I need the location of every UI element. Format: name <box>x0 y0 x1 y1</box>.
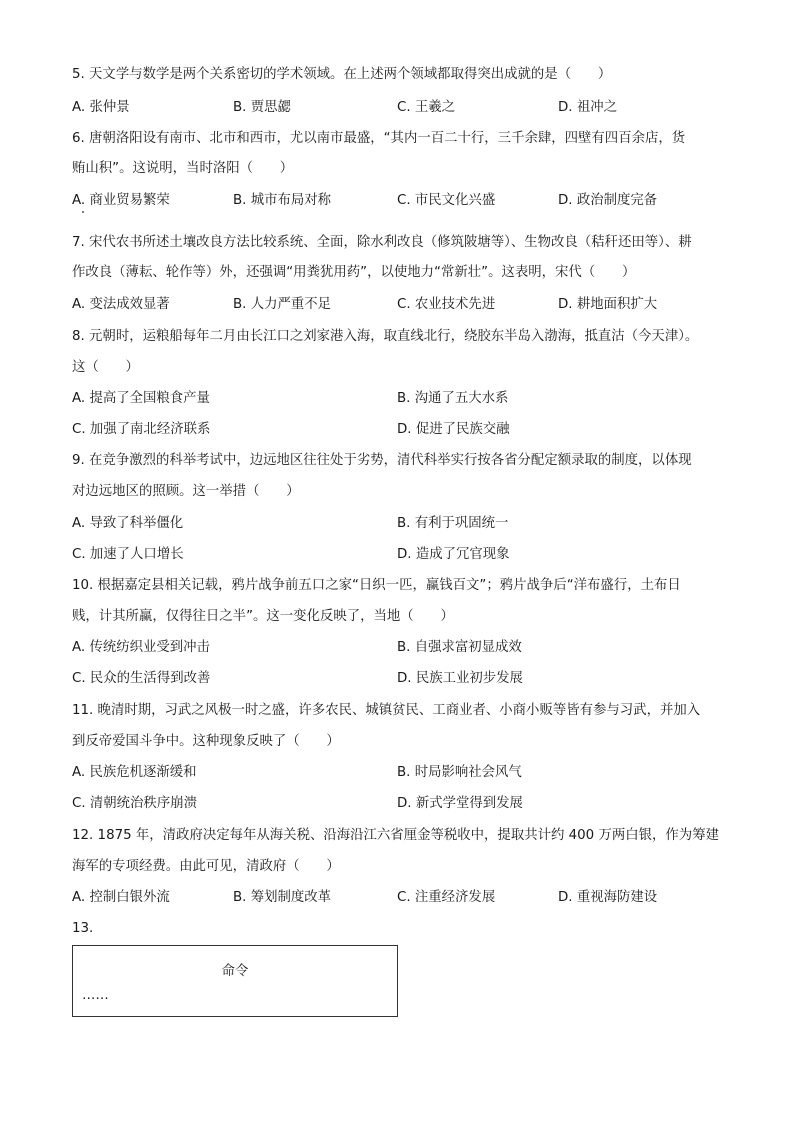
box-body-ellipsis: …… <box>82 988 109 1003</box>
q5-option-c: C. 王羲之 <box>397 100 456 115</box>
q7-option-b: B. 人力严重不足 <box>233 297 332 312</box>
q12-option-a: A. 控制白银外流 <box>72 890 170 905</box>
q11-option-b: B. 时局影响社会风气 <box>397 765 522 780</box>
q9-option-c: C. 加速了人口增长 <box>72 547 184 562</box>
q7-option-d: D. 耕地面积扩大 <box>558 297 658 312</box>
q8-option-b: B. 沟通了五大水系 <box>397 391 509 406</box>
q10-stem-line-2: 贱，计其所赢，仅得往日之半”。这一变化反映了，当地（ ） <box>72 609 454 624</box>
stray-dot <box>82 211 84 213</box>
q7-stem-line-2: 作改良（薄耘、轮作等）外，还强调“用粪犹用药”，以使地力“常新壮”。这表明，宋代（ ） <box>72 265 636 280</box>
q12-option-b: B. 筹划制度改革 <box>233 890 332 905</box>
q9-stem-line-1: 9. 在竞争激烈的科举考试中，边远地区往往处于劣势，清代科举实行按各省分配定额录取的制度，以体现 <box>72 453 692 468</box>
q9-option-d: D. 造成了冗官现象 <box>397 547 510 562</box>
q8-option-d: D. 促进了民族交融 <box>397 422 510 437</box>
q11-stem-line-2: 到反帝爱国斗争中。这种现象反映了（ ） <box>72 734 340 749</box>
source-material-box <box>72 945 398 1017</box>
q7-option-c: C. 农业技术先进 <box>397 297 496 312</box>
q9-stem-line-2: 对边远地区的照顾。这一举措（ ） <box>72 484 300 499</box>
q8-stem-line-1: 8. 元朝时，运粮船每年二月由长江口之刘家港入海，取直线北行，绕胶东半岛入渤海，抵直沽（今天津）。 <box>72 329 699 344</box>
q8-stem-line-2: 这（ ） <box>72 360 139 375</box>
q11-option-c: C. 清朝统治秩序崩溃 <box>72 796 197 811</box>
q12-option-d: D. 重视海防建设 <box>558 890 658 905</box>
q8-option-c: C. 加强了南北经济联系 <box>72 422 211 437</box>
q6-option-b: B. 城市布局对称 <box>233 193 332 208</box>
q10-option-c: C. 民众的生活得到改善 <box>72 671 211 686</box>
q10-stem-line-1: 10. 根据嘉定县相关记载，鸦片战争前五口之家“日织一匹，赢钱百文”；鸦片战争后“洋布盛行，土布日 <box>72 578 681 593</box>
q6-stem-line-2: 贿山积”。这说明，当时洛阳（ ） <box>72 161 294 176</box>
q8-option-a: A. 提高了全国粮食产量 <box>72 391 210 406</box>
q6-option-c: C. 市民文化兴盛 <box>397 193 496 208</box>
q6-option-a: A. 商业贸易繁荣 <box>72 193 170 208</box>
q10-option-d: D. 民族工业初步发展 <box>397 671 523 686</box>
q5-option-d: D. 祖冲之 <box>558 100 617 115</box>
q7-stem-line-1: 7. 宋代农书所述土壤改良方法比较系统、全面，除水利改良（修筑陂塘等）、生物改良（秸秆还田等）、耕 <box>72 235 692 250</box>
q12-option-c: C. 注重经济发展 <box>397 890 496 905</box>
q5-option-b: B. 贾思勰 <box>233 100 291 115</box>
q10-option-a: A. 传统纺织业受到冲击 <box>72 640 210 655</box>
q9-option-b: B. 有利于巩固统一 <box>397 516 509 531</box>
q5-stem: 5. 天文学与数学是两个关系密切的学术领域。在上述两个领域都取得突出成就的是（ ） <box>72 67 612 82</box>
q12-stem-line-2: 海军的专项经费。由此可见，清政府（ ） <box>72 859 340 874</box>
q11-option-d: D. 新式学堂得到发展 <box>397 796 523 811</box>
q11-stem-line-1: 11. 晚清时期，习武之风极一时之盛，许多农民、城镇贫民、工商业者、小商小贩等皆有参与习武，并加入 <box>72 703 701 718</box>
q6-stem-line-1: 6. 唐朝洛阳设有南市、北市和西市，尤以南市最盛，“其内一百二十行，三千余肆，四壁有四百余店，货 <box>72 131 686 146</box>
q11-option-a: A. 民族危机逐渐缓和 <box>72 765 197 780</box>
q10-option-b: B. 自强求富初显成效 <box>397 640 522 655</box>
q5-option-a: A. 张仲景 <box>72 100 130 115</box>
q7-option-a: A. 变法成效显著 <box>72 297 170 312</box>
q12-stem-line-1: 12. 1875 年，清政府决定每年从海关税、沿海沿江六省厘金等税收中，提取共计约 400 万两白银，作为筹建 <box>72 828 719 843</box>
q13-number: 13. <box>72 921 94 936</box>
box-title: 命令 <box>221 964 249 979</box>
q9-option-a: A. 导致了科举僵化 <box>72 516 184 531</box>
q6-option-d: D. 政治制度完备 <box>558 193 658 208</box>
